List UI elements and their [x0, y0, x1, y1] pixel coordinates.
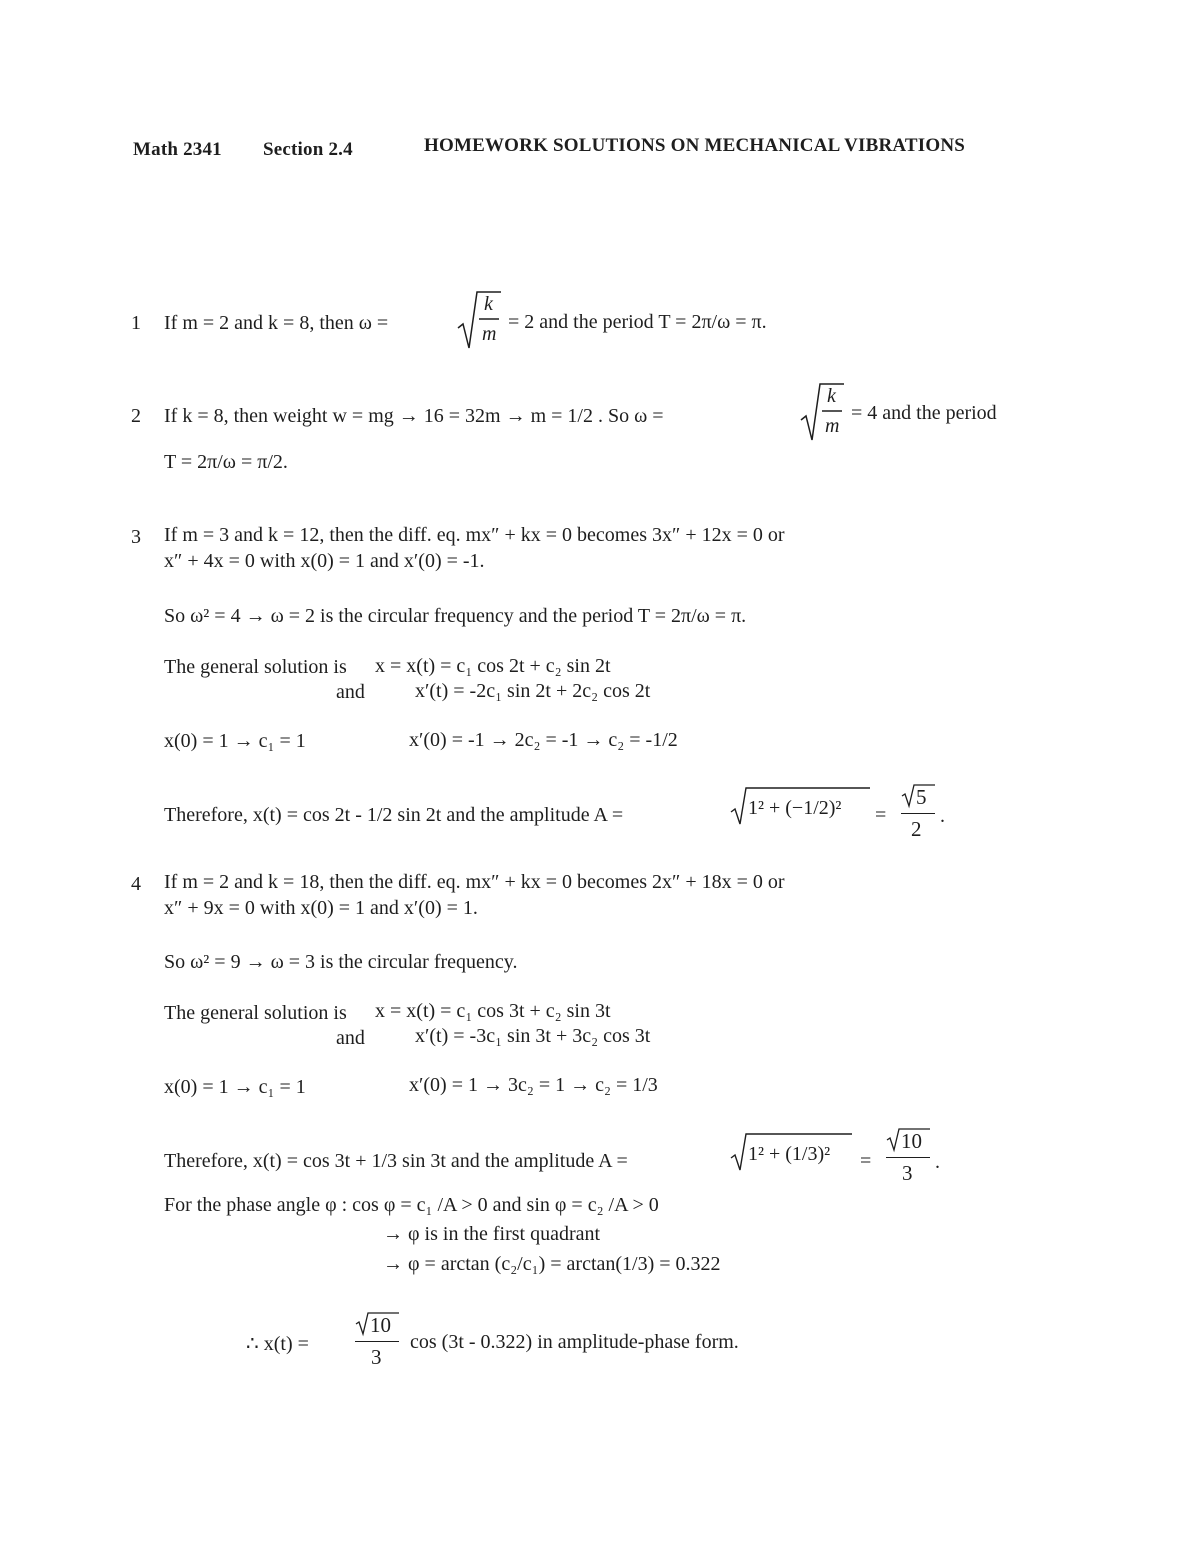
problem-3-and: and — [336, 681, 365, 703]
problem-3-amplitude-radical — [730, 784, 870, 828]
fraction-denominator: m — [825, 415, 840, 437]
fraction-bar — [355, 1341, 399, 1342]
final-numerator: 10 — [370, 1313, 391, 1337]
problem-4-line2: x″ + 9x = 0 with x(0) = 1 and x′(0) = 1. — [164, 897, 478, 919]
problem-1-text-b: = 2 and the period T = 2π/ω = π. — [508, 311, 767, 333]
problem-4-ic2: x′(0) = 1 → 3c₂ = 1 → c₂ = 1/3 — [409, 1074, 658, 1096]
problem-3-line1: If m = 3 and k = 12, then the diff. eq. mx″ + kx = 0 becomes 3x″ + 12x = 0 or — [164, 524, 785, 546]
problem-2-period: T = 2π/ω = π/2. — [164, 451, 288, 473]
problem-3-therefore: Therefore, x(t) = cos 2t - 1/2 sin 2t and the amplitude A = — [164, 804, 624, 826]
problem-3-number: 3 — [131, 526, 141, 548]
problem-4-amplitude-radical — [730, 1130, 852, 1174]
problem-2-text-a: If k = 8, then weight w = mg → 16 = 32m → m = 1/2 . So ω = — [164, 405, 664, 427]
problem-1-text-a: If m = 2 and k = 8, then ω = — [164, 312, 389, 334]
fraction-denominator: m — [482, 323, 497, 345]
problem-4-number: 4 — [131, 873, 141, 895]
problem-4-equals: = — [860, 1150, 872, 1172]
fraction-numerator: k — [484, 293, 493, 315]
document-title: HOMEWORK SOLUTIONS ON MECHANICAL VIBRATIONS — [424, 135, 966, 156]
problem-4-phase-line1: For the phase angle φ : cos φ = c₁ /A > 0 and sin φ = c₂ /A > 0 — [164, 1194, 659, 1216]
problem-3-frequency: So ω² = 4 → ω = 2 is the circular frequency and the period T = 2π/ω = π. — [164, 605, 747, 627]
problem-4-line1: If m = 2 and k = 18, then the diff. eq. mx″ + kx = 0 becomes 2x″ + 18x = 0 or — [164, 871, 785, 893]
problem-4-amplitude-value — [886, 1126, 932, 1190]
amplitude-radicand: 1² + (1/3)² — [748, 1143, 831, 1165]
problem-4-phase-line2: → φ is in the first quadrant — [383, 1223, 601, 1245]
problem-4-general-xprime: x′(t) = -3c₁ sin 3t + 3c₂ cos 3t — [415, 1025, 651, 1047]
problem-4-frequency: So ω² = 9 → ω = 3 is the circular frequency. — [164, 951, 518, 973]
fraction-bar — [886, 1157, 930, 1158]
problem-3-line2: x″ + 4x = 0 with x(0) = 1 and x′(0) = -1. — [164, 550, 485, 572]
problem-4-general-x: x = x(t) = c₁ cos 3t + c₂ sin 3t — [375, 1000, 611, 1022]
problem-3-period-dot: . — [940, 805, 945, 827]
problem-2-sqrt-k-over-m — [800, 380, 844, 444]
problem-3-general-x: x = x(t) = c₁ cos 2t + c₂ sin 2t — [375, 655, 611, 677]
amplitude-numerator: 5 — [916, 785, 927, 809]
fraction-bar — [901, 813, 935, 814]
problem-4-and: and — [336, 1027, 365, 1049]
final-denominator: 3 — [371, 1345, 382, 1369]
fraction-numerator: k — [827, 385, 836, 407]
final-amplitude-fraction — [355, 1310, 401, 1374]
amplitude-numerator: 10 — [901, 1129, 922, 1153]
problem-4-therefore: Therefore, x(t) = cos 3t + 1/3 sin 3t and the amplitude A = — [164, 1150, 628, 1172]
problem-2-text-b: = 4 and the period — [851, 402, 997, 424]
final-rhs: cos (3t - 0.322) in amplitude-phase form. — [410, 1331, 739, 1353]
problem-3-general-xprime: x′(t) = -2c₁ sin 2t + 2c₂ cos 2t — [415, 680, 651, 702]
problem-3-ic1: x(0) = 1 → c₁ = 1 — [164, 730, 306, 752]
course-label: Math 2341 — [133, 139, 222, 160]
amplitude-denominator: 2 — [911, 817, 922, 841]
problem-4-general-label: The general solution is — [164, 1002, 347, 1024]
problem-1-sqrt-k-over-m — [457, 288, 501, 352]
problem-4-phase-line3: → φ = arctan (c₂/c₁) = arctan(1/3) = 0.322 — [383, 1253, 721, 1275]
problem-3-ic2: x′(0) = -1 → 2c₂ = -1 → c₂ = -1/2 — [409, 729, 678, 751]
final-lhs: ∴ x(t) = — [246, 1333, 309, 1355]
problem-4-ic1: x(0) = 1 → c₁ = 1 — [164, 1076, 306, 1098]
problem-4-period-dot: . — [935, 1151, 940, 1173]
problem-3-amplitude-value — [901, 782, 937, 846]
amplitude-denominator: 3 — [902, 1161, 913, 1185]
problem-3-equals: = — [875, 804, 887, 826]
problem-3-general-label: The general solution is — [164, 656, 347, 678]
section-label: Section 2.4 — [263, 139, 353, 160]
problem-1-number: 1 — [131, 312, 141, 334]
problem-2-number: 2 — [131, 405, 141, 427]
amplitude-radicand: 1² + (−1/2)² — [748, 797, 842, 819]
